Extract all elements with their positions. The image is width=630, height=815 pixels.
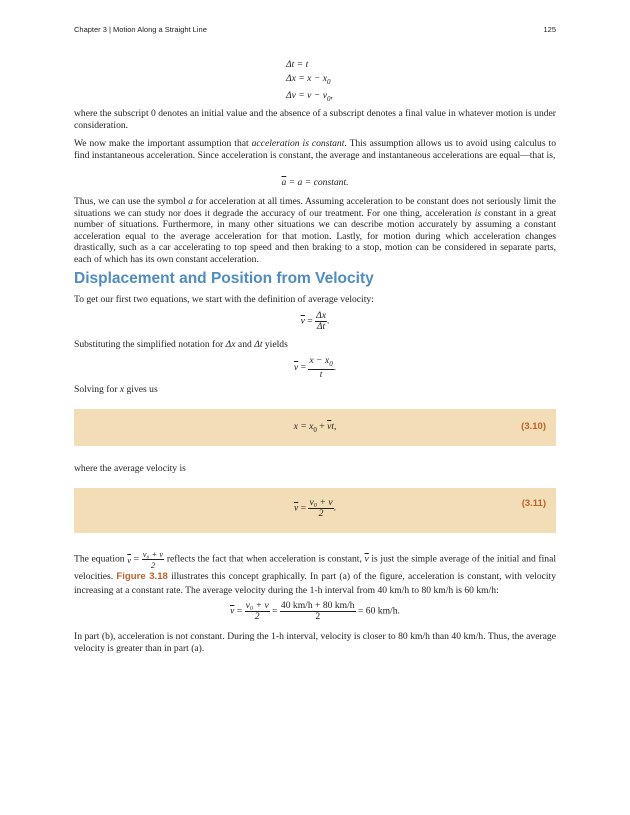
equation-number-3-11: (3.11) (521, 498, 546, 509)
paragraph-symbol-a: Thus, we can use the symbol a for acceleration at all times. Assuming acceleration to be constant does not seriously limit the situations we can study nor does it degrade the accuracy of our treatment. For one thing, acceleration is constant in a great number of situations. Furthermore, in many other situations we can describe motion accurately by assuming a constant acceleration equal to the average acceleration for that motion. Lastly, for motion during which acceleration changes drastically, such as a car accelerating to top speed and then braking to a stop, motion can be considered in separate parts, each of which has its own constant acceleration. (74, 196, 556, 265)
equation-average-acceleration: $\overline{a} = a$ = constant. (281, 177, 349, 188)
equation-example-average: $\overline{v}$ = $\frac{\text{v₀ + v}}{2}$ = $\frac{40 km/h + 80 km/h}{2}$ = 60 km/h. (230, 600, 400, 622)
eq-delta-v: $\Delta v = v - v_0$, (286, 89, 333, 103)
paragraph-substituting: Substituting the simplified notation for Δx and Δt yields (74, 339, 288, 350)
equation-3-10: $x = x_0 + \overline{v}t$, (293, 421, 337, 434)
equation-box-3-11 (74, 488, 556, 533)
section-title: Displacement and Position from Velocity (74, 270, 374, 287)
equation-number-3-10: (3.10) (521, 421, 546, 432)
paragraph-first-equations: To get our first two equations, we start with the definition of average velocity: (74, 294, 374, 305)
equation-box-3-10 (74, 409, 556, 446)
equation-average-velocity-simplified: $\overline{v}$ = $\frac{x - x_0}{t}$ . (293, 355, 337, 380)
equation-average-velocity-definition: $\overline{v}$ = $\frac{\Delta x}{\Delta t}$ . (300, 310, 330, 332)
paragraph-where-average-velocity: where the average velocity is (74, 463, 186, 474)
equation-3-11: $\overline{v}$ = $\frac{\text{v₀ + v}}{2}$ . (293, 497, 336, 519)
paragraph-equation-reflects: The equation $\overline{v}$ = $\frac{\text{v₀ + v}}{2}$ reflects the fact that when acceleration is constant, $\overline{v}$ is just the simple average of the initial and final velocities. Figure 3.18 illustrates this concept graphically. In part (a) of the figure, acceleration is constant, with velocity increasing at a constant rate. The average velocity during the 1-h interval from 40 km/h to 80 km/h is 60 km/h: (74, 549, 556, 596)
page-number: 125 (543, 25, 556, 34)
paragraph-constant-acceleration: We now make the important assumption that acceleration is constant. This assumption allows us to avoid using calculus to find instantaneous acceleration. Since acceleration is constant, the average and instantaneous accelerations are equal—that is, (74, 138, 556, 161)
figure-3-18-link[interactable]: Figure 3.18 (116, 571, 168, 582)
eq-delta-x: $\Delta x = x - x_0$ (286, 72, 331, 86)
paragraph-part-b: In part (b), acceleration is not constant. During the 1-h interval, velocity is closer to 80 km/h than 40 km/h. Thus, the average velocity is greater than in part (a). (74, 631, 556, 654)
paragraph-subscript: where the subscript 0 denotes an initial value and the absence of a subscript denotes a final value in whatever motion is under consideration. (74, 108, 556, 131)
running-header-chapter: Chapter 3 | Motion Along a Straight Line (74, 25, 207, 34)
delta-equations (286, 58, 333, 106)
eq-delta-t: Δt = t (286, 59, 309, 70)
paragraph-solving-for-x: Solving for x gives us (74, 384, 158, 395)
